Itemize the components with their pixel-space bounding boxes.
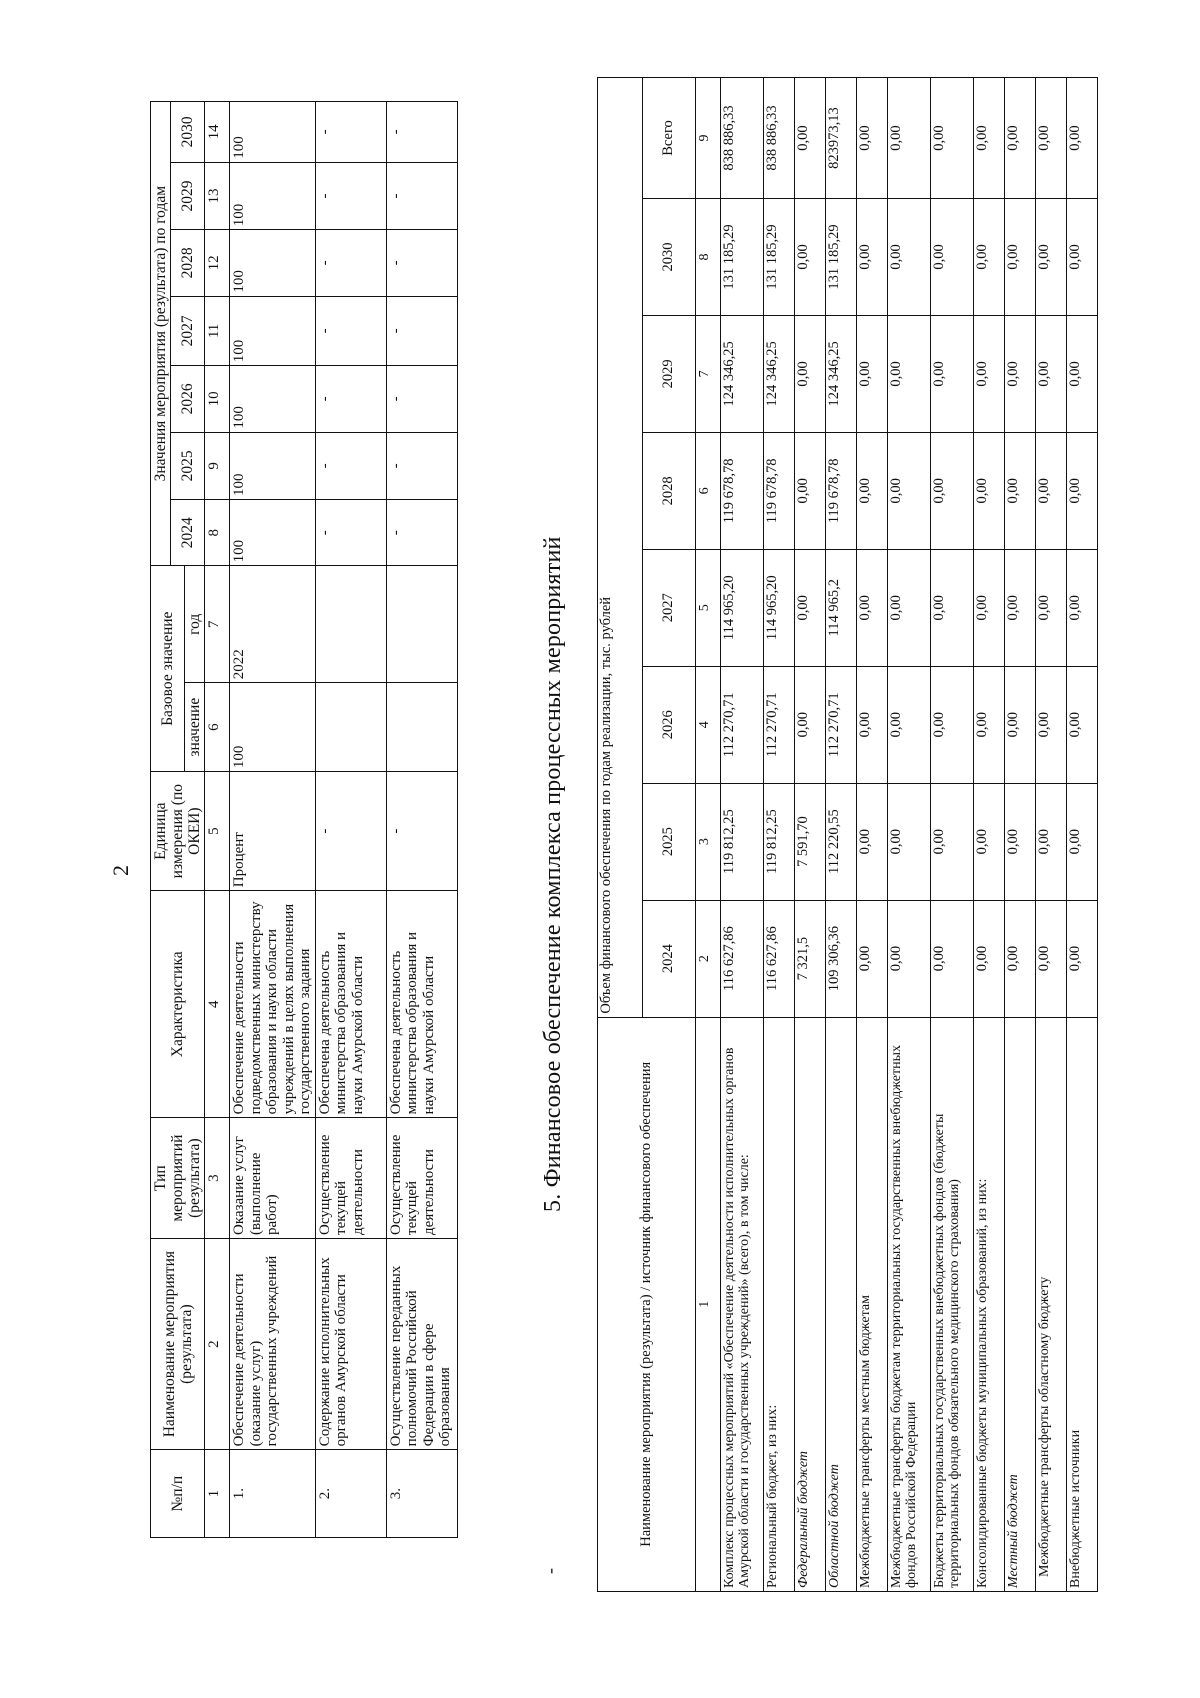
column-number: 3 [205, 1118, 230, 1239]
row-amount: 0,00 [974, 432, 1005, 549]
row-value: 100 [230, 230, 316, 296]
row-amount: 0,00 [974, 783, 1005, 900]
row-amount: 0,00 [974, 549, 1005, 666]
column-number: 2 [205, 1238, 230, 1449]
row-amount: 0,00 [1067, 900, 1098, 1017]
table-row [1005, 78, 1036, 1592]
row-amount: 0,00 [888, 78, 931, 199]
header-year: 2030 [643, 199, 696, 316]
row-amount: 0,00 [1036, 549, 1067, 666]
column-number: 14 [205, 102, 230, 163]
row-amount: 109 306,36 [826, 900, 857, 1017]
row-amount: 0,00 [931, 315, 974, 432]
row-value: - [386, 162, 457, 229]
row-value: - [315, 366, 386, 432]
column-number: 5 [205, 772, 230, 891]
row-num: 1. [230, 1450, 316, 1538]
row-amount: 0,00 [1036, 199, 1067, 316]
row-amount: 0,00 [974, 900, 1005, 1017]
row-value: 100 [230, 162, 316, 229]
row-amount: 0,00 [888, 783, 931, 900]
row-value: - [315, 296, 386, 366]
table-row [974, 78, 1005, 1592]
column-number: 13 [205, 162, 230, 229]
header-year: 2026 [171, 366, 205, 432]
row-amount: 131 185,29 [826, 199, 857, 316]
row-source-label: Бюджеты территориальных государственных внебюджетных фондов (бюджеты территориальных фондов обязательного медицинского страхования) [931, 1017, 974, 1591]
table-row [1067, 78, 1098, 1592]
header-year: 2027 [171, 296, 205, 366]
row-amount: 0,00 [857, 199, 888, 316]
row-amount: 0,00 [931, 432, 974, 549]
header-characteristic: Характеристика [151, 891, 205, 1118]
row-value: - [315, 102, 386, 163]
row-source-label: Областной бюджет [826, 1017, 857, 1591]
header-year: 2029 [643, 315, 696, 432]
row-amount: 0,00 [974, 315, 1005, 432]
row-amount: 0,00 [974, 666, 1005, 783]
row-amount: 112 270,71 [826, 666, 857, 783]
row-amount: 0,00 [1005, 900, 1036, 1017]
row-amount: 0,00 [1067, 549, 1098, 666]
header-year: 2025 [643, 783, 696, 900]
row-amount: 114 965,2 [826, 549, 857, 666]
row-source-label: Консолидированные бюджеты муниципальных образований, из них: [974, 1017, 1005, 1591]
row-characteristic: Обеспечена деятельность министерства образования и науки Амурской области [315, 891, 386, 1118]
financing-rows [721, 78, 1098, 1592]
row-amount: 112 220,55 [826, 783, 857, 900]
header-total: Всего [643, 78, 696, 199]
row-amount: 0,00 [888, 666, 931, 783]
table-row [764, 78, 795, 1592]
row-amount: 7 321,5 [795, 900, 826, 1017]
row-source-label: Комплекс процессных мероприятий «Обеспечение деятельности исполнительных органов Амурской области и государственных учреждений» (всего), в том числе: [721, 1017, 764, 1591]
row-amount: 0,00 [1036, 783, 1067, 900]
row-num: 2. [315, 1450, 386, 1538]
row-amount: 0,00 [1005, 549, 1036, 666]
column-number: 4 [205, 891, 230, 1118]
row-amount: 0,00 [1067, 315, 1098, 432]
row-amount: 0,00 [1036, 432, 1067, 549]
row-source-label: Внебюджетные источники [1067, 1017, 1098, 1591]
header-year: 2030 [171, 102, 205, 163]
row-amount: 0,00 [1005, 783, 1036, 900]
row-source-label: Региональный бюджет, из них: [764, 1017, 795, 1591]
row-amount: 0,00 [795, 78, 826, 199]
row-base-year [386, 566, 457, 683]
row-value: - [386, 230, 457, 296]
row-amount: 0,00 [857, 900, 888, 1017]
row-amount: 0,00 [931, 199, 974, 316]
row-characteristic: Обеспечение деятельности подведомственных министерству образования и науки области учреждений в целях выполнения государственного задания [230, 891, 316, 1118]
row-amount: 838 886,33 [764, 78, 795, 199]
row-amount: 0,00 [931, 666, 974, 783]
header-base-year: год [185, 566, 205, 683]
row-amount: 124 346,25 [826, 315, 857, 432]
header-year: 2024 [171, 500, 205, 566]
row-amount: 0,00 [1067, 432, 1098, 549]
row-base-value [386, 683, 457, 772]
row-amount: 0,00 [857, 783, 888, 900]
row-value: - [386, 102, 457, 163]
row-amount: 0,00 [1036, 315, 1067, 432]
header-year: 2029 [171, 162, 205, 229]
row-amount: 112 270,71 [764, 666, 795, 783]
table-row [721, 78, 764, 1592]
table-row [826, 78, 857, 1592]
row-amount: 0,00 [795, 315, 826, 432]
header-year: 2027 [643, 549, 696, 666]
row-amount: 116 627,86 [764, 900, 795, 1017]
row-unit: Процент [230, 772, 316, 891]
column-number: 12 [205, 230, 230, 296]
row-type: Осуществление текущей деятельности [315, 1118, 386, 1239]
row-amount: 0,00 [1036, 900, 1067, 1017]
row-name: Осуществление переданных полномочий Российской Федерации в сфере образования [386, 1238, 457, 1449]
row-amount: 0,00 [888, 900, 931, 1017]
row-amount: 0,00 [888, 549, 931, 666]
row-unit: - [315, 772, 386, 891]
row-amount: 0,00 [931, 549, 974, 666]
row-value: - [315, 162, 386, 229]
row-amount: 7 591,70 [795, 783, 826, 900]
header-year: 2028 [171, 230, 205, 296]
row-amount: 0,00 [974, 199, 1005, 316]
table-row [1036, 78, 1067, 1592]
row-num: 3. [386, 1450, 457, 1538]
header-source: Наименование мероприятия (результата) / источник финансового обеспечения [598, 1017, 696, 1591]
column-number: 6 [696, 432, 721, 549]
row-value: - [386, 296, 457, 366]
row-base-year [315, 566, 386, 683]
header-volume: Объем финансового обеспечения по годам реализации, тыс. рублей [598, 78, 643, 1018]
row-value: 100 [230, 500, 316, 566]
header-year: 2024 [643, 900, 696, 1017]
row-type: Оказание услуг (выполнение работ) [230, 1118, 316, 1239]
row-amount: 0,00 [857, 666, 888, 783]
row-amount: 0,00 [1036, 78, 1067, 199]
row-source-label: Федеральный бюджет [795, 1017, 826, 1591]
table-row [230, 102, 316, 1538]
column-number: 9 [696, 78, 721, 199]
row-amount: 119 678,78 [826, 432, 857, 549]
row-amount: 131 185,29 [721, 199, 764, 316]
section-title: 5. Финансовое обеспечение комплекса процессных мероприятий [540, 536, 566, 1212]
row-amount: 0,00 [1005, 432, 1036, 549]
header-base: Базовое значение [151, 566, 185, 772]
row-value: - [386, 500, 457, 566]
row-amount: 0,00 [1067, 199, 1098, 316]
row-amount: 0,00 [795, 549, 826, 666]
header-unit: Единица измерения (по ОКЕИ) [151, 772, 205, 891]
column-number: 9 [205, 432, 230, 499]
row-value: 100 [230, 296, 316, 366]
row-amount: 0,00 [857, 432, 888, 549]
row-amount: 0,00 [1067, 666, 1098, 783]
row-amount: 114 965,20 [721, 549, 764, 666]
stray-mark: - [540, 1568, 560, 1574]
row-amount: 119 812,25 [721, 783, 764, 900]
column-number: 7 [205, 566, 230, 683]
row-amount: 0,00 [888, 432, 931, 549]
row-amount: 0,00 [1005, 78, 1036, 199]
row-amount: 119 678,78 [721, 432, 764, 549]
header-num: №п/п [151, 1450, 205, 1538]
row-amount: 823973,13 [826, 78, 857, 199]
row-amount: 119 678,78 [764, 432, 795, 549]
row-amount: 0,00 [1005, 315, 1036, 432]
row-source-label: Межбюджетные трансферты бюджетам территориальных государственных внебюджетных фондов Российской Федерации [888, 1017, 931, 1591]
row-base-value [315, 683, 386, 772]
header-name: Наименование мероприятия (результата) [151, 1238, 205, 1449]
table-row [795, 78, 826, 1592]
row-amount: 112 270,71 [721, 666, 764, 783]
row-amount: 124 346,25 [721, 315, 764, 432]
table-row [888, 78, 931, 1592]
table-row [857, 78, 888, 1592]
row-name: Содержание исполнительных органов Амурской области [315, 1238, 386, 1449]
row-amount: 0,00 [931, 783, 974, 900]
column-number: 7 [696, 315, 721, 432]
row-value: 100 [230, 366, 316, 432]
row-amount: 0,00 [1005, 666, 1036, 783]
column-number: 3 [696, 783, 721, 900]
row-unit: - [386, 772, 457, 891]
row-source-label: Местный бюджет [1005, 1017, 1036, 1591]
row-value: - [315, 500, 386, 566]
row-source-label: Межбюджетные трансферты областному бюджету [1036, 1017, 1067, 1591]
column-number: 8 [696, 199, 721, 316]
column-number: 10 [205, 366, 230, 432]
column-number: 11 [205, 296, 230, 366]
row-value: - [315, 230, 386, 296]
row-amount: 0,00 [888, 315, 931, 432]
header-base-value: значение [185, 683, 205, 772]
column-number-row [696, 78, 721, 1592]
column-number: 4 [696, 666, 721, 783]
row-base-year: 2022 [230, 566, 316, 683]
row-amount: 119 812,25 [764, 783, 795, 900]
row-amount: 0,00 [857, 549, 888, 666]
row-amount: 0,00 [1067, 783, 1098, 900]
row-amount: 114 965,20 [764, 549, 795, 666]
column-number: 5 [696, 549, 721, 666]
row-type: Осуществление текущей деятельности [386, 1118, 457, 1239]
row-amount: 0,00 [795, 666, 826, 783]
column-number: 2 [696, 900, 721, 1017]
row-characteristic: Обеспечена деятельность министерства образования и науки Амурской области [386, 891, 457, 1118]
row-value: 100 [230, 102, 316, 163]
column-number: 6 [205, 683, 230, 772]
row-amount: 0,00 [795, 432, 826, 549]
header-type: Тип мероприятий (результата) [151, 1118, 205, 1239]
row-amount: 0,00 [974, 78, 1005, 199]
table-row [931, 78, 974, 1592]
row-amount: 0,00 [1036, 666, 1067, 783]
row-amount: 0,00 [1005, 199, 1036, 316]
row-amount: 131 185,29 [764, 199, 795, 316]
row-amount: 0,00 [795, 199, 826, 316]
row-amount: 0,00 [888, 199, 931, 316]
column-number: 8 [205, 500, 230, 566]
column-number-row [205, 102, 230, 1538]
row-base-value: 100 [230, 683, 316, 772]
header-year: 2028 [643, 432, 696, 549]
row-amount: 838 886,33 [721, 78, 764, 199]
row-amount: 124 346,25 [764, 315, 795, 432]
table-row [315, 102, 386, 1538]
row-amount: 0,00 [931, 78, 974, 199]
row-value: - [386, 432, 457, 499]
row-amount: 0,00 [857, 78, 888, 199]
header-values: Значения мероприятия (результата) по годам [151, 102, 171, 566]
column-number: 1 [696, 1017, 721, 1591]
row-value: - [315, 432, 386, 499]
row-amount: 0,00 [857, 315, 888, 432]
row-value: - [386, 366, 457, 432]
row-value: 100 [230, 432, 316, 499]
financing-table [597, 77, 1098, 1592]
page-number: 2 [108, 865, 133, 876]
row-name: Обеспечение деятельности (оказание услуг) государственных учреждений [230, 1238, 316, 1449]
row-amount: 0,00 [1067, 78, 1098, 199]
measures-table [150, 101, 458, 1538]
row-source-label: Межбюджетные трансферты местным бюджетам [857, 1017, 888, 1591]
column-number: 1 [205, 1450, 230, 1538]
header-year: 2026 [643, 666, 696, 783]
row-amount: 0,00 [931, 900, 974, 1017]
table-row [386, 102, 457, 1538]
header-year: 2025 [171, 432, 205, 499]
row-amount: 116 627,86 [721, 900, 764, 1017]
